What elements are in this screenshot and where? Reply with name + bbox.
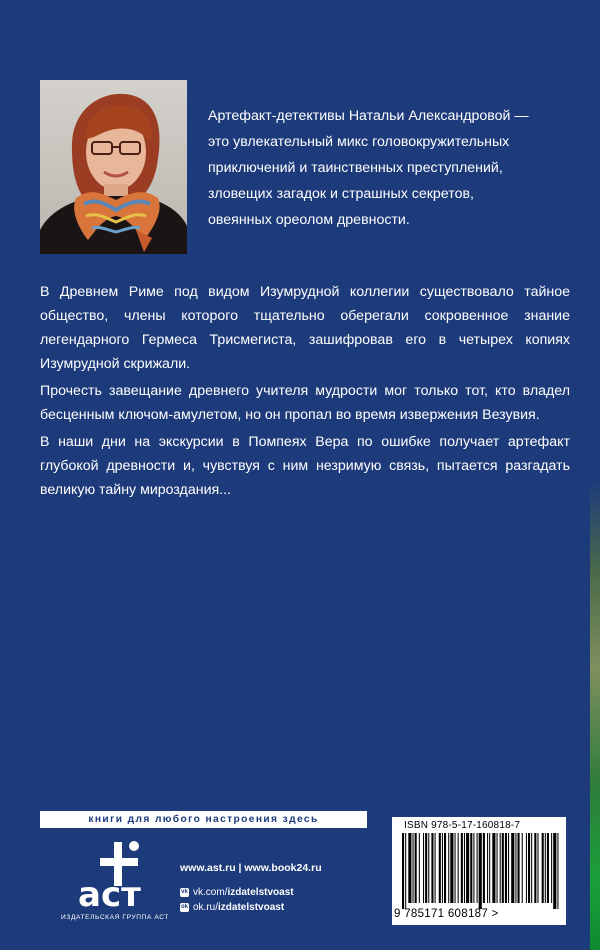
barcode-bar [413,833,414,903]
barcode-bar [405,833,406,909]
barcode-bar [479,833,482,909]
barcode-bar [431,833,433,903]
vk-handle: izdatelstvoast [227,887,294,898]
ok-handle: izdatelstvoast [218,902,285,913]
vk-link[interactable] [180,886,380,899]
barcode-bar [483,833,485,903]
barcode-bar [508,833,509,903]
publisher-name: ИЗДАТЕЛЬСКАЯ ГРУППА АСТ [61,914,169,921]
barcode-bar [442,833,443,903]
barcode-bar [423,833,424,903]
intro-line: приключений и таинственных преступлений, [208,160,503,176]
barcode-bar [466,833,469,903]
barcode-bar [455,833,456,903]
barcode-bar [470,833,472,903]
synopsis-paragraph: В наши дни на экскурсии в Помпеях Вера по ошибке получает артефакт глубокой древности и, чувствуя с ним незримую связь, пытается разгадать великую тайну мироздания... [40,434,570,498]
barcode-bar [502,833,504,903]
barcode-bar [511,833,514,903]
synopsis-paragraph: В Древнем Риме под видом Изумрудной коллегии существовало тайное общество, члены которого тщательно оберегали сокровенное знание легендарного Гермеса Трисмегиста, зашифровав его в четырех копиях Изумрудной скрижали. [40,284,570,372]
barcode-bar [522,833,523,903]
barcode-bar [415,833,417,903]
ok-link[interactable] [180,901,380,914]
intro-line: Артефакт-детективы Натальи Александровой — [208,108,529,124]
barcode-bar [408,833,411,903]
barcode-bar [505,833,507,903]
barcode-bar [458,833,459,903]
barcode-bar [448,833,449,903]
barcode-bar [464,833,465,903]
barcode-bar [402,833,404,909]
edge-decoration [590,480,600,950]
intro-line: это увлекательный микс головокружительных [208,134,510,150]
barcode-bar [439,833,441,903]
barcode-bar [473,833,474,903]
barcode-bar [461,833,463,903]
barcode-bar [497,833,498,903]
barcode-bar [551,833,552,903]
publisher-block [60,836,170,936]
barcode-bar [557,833,558,909]
intro-line: овеянных ореолом древности. [208,212,410,228]
vk-prefix: vk.com/ [193,887,228,898]
barcode-bar [515,833,516,903]
barcode-bar [435,833,436,903]
barcode-bar [547,833,549,903]
author-intro [208,103,568,233]
barcode-bar [542,833,544,903]
barcode-bar [500,833,501,903]
ast-logo [60,836,170,912]
synopsis [40,280,570,505]
barcode-bar [492,833,495,903]
barcode-bar [450,833,453,903]
barcode-digits: 9 785171 608187 > [394,908,499,920]
barcode-bar [428,833,429,903]
synopsis-paragraph: Прочесть завещание древнего учителя мудрости мог только тот, кто владел бесценным ключом-амулетом, но он пропал во время извержения Везувия. [40,383,570,423]
isbn-label: ISBN 978-5-17-160818-7 [404,820,521,831]
barcode-bar [553,833,556,909]
barcode-block [392,817,566,925]
barcode-bar [444,833,446,903]
barcode-bar [489,833,490,903]
barcode-bar [487,833,488,903]
barcode-bar [518,833,520,903]
websites-link[interactable]: www.ast.ru | www.book24.ru [180,862,322,874]
barcode-bar [419,833,420,903]
intro-line: зловещих загадок и страшных секретов, [208,186,474,202]
barcode-bar [534,833,536,903]
barcode-bars [400,833,560,909]
barcode-bar [526,833,527,903]
author-photo [40,80,187,254]
barcode-bar [528,833,530,903]
barcode-bar [477,833,478,903]
barcode-bar [537,833,538,903]
logo-lettering: аст [78,875,141,912]
publisher-links [180,862,380,914]
barcode-bar [545,833,546,903]
barcode-bar [531,833,532,903]
tagline: книги для любого настроения здесь [40,811,367,828]
ok-icon: ok [180,904,188,910]
vk-icon: vk [181,889,188,895]
ok-prefix: ok.ru/ [193,902,219,913]
barcode-bar [425,833,427,903]
